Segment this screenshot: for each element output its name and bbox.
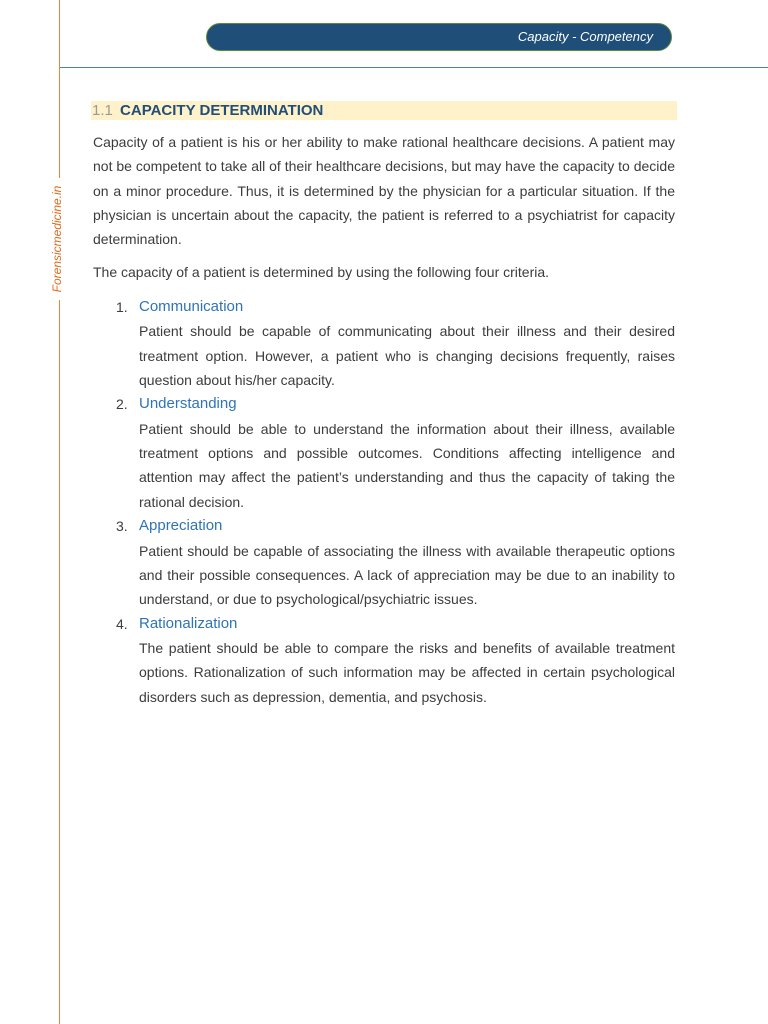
- criteria-item: [93, 514, 675, 611]
- criteria-item-body: Patient should be capable of associating the illness with available therapeutic options and their possible consequences. A lack of appreciation may be due to an inability to understand, or due to psychological/psychiatric issues.: [139, 542, 675, 608]
- criteria-item: [93, 392, 675, 514]
- criteria-item-number: 3.: [116, 518, 128, 535]
- criteria-item-title: Understanding: [139, 395, 237, 413]
- criteria-item-body: The patient should be able to compare the risks and benefits of available treatment options. Rationalization of such information may be affected in certain psychological disorders such as depression, dementia, and psychosis.: [139, 640, 675, 705]
- criteria-list: [93, 295, 675, 709]
- criteria-item-number: 1.: [116, 298, 128, 315]
- criteria-item-body: Patient should be able to understand the information about their illness, available treatment options and possible outcomes. Conditions affecting intelligence and attention may affect the patient’s understanding and thus the capacity of taking the rational decision.: [139, 420, 675, 510]
- header-divider: [60, 67, 768, 68]
- chapter-header-pill: Capacity - Competency: [206, 23, 672, 51]
- section-body: [93, 130, 675, 709]
- intro-paragraph: Capacity of a patient is his or her ability to make rational healthcare decisions. A patient may not be competent to take all of their healthcare decisions, but may have the capacity to decide on a minor procedure. Thus, it is determined by the physician for a particular situation. If the physician is uncertain about the capacity, the patient is referred to a psychiatrist for capacity determination.: [93, 134, 675, 248]
- sidebar-rule: [59, 0, 60, 1024]
- criteria-item: [93, 295, 675, 392]
- criteria-item-body: Patient should be capable of communicating about their illness and their desired treatment option. However, a patient who is changing decisions frequently, raises question about his/her capacity.: [139, 323, 675, 388]
- criteria-lead-paragraph: The capacity of a patient is determined by using the following four criteria.: [93, 264, 550, 281]
- criteria-item-number: 4.: [116, 615, 128, 632]
- section-heading: [91, 101, 677, 120]
- section-number: 1.1: [92, 102, 113, 119]
- section-title: CAPACITY DETERMINATION: [120, 102, 324, 119]
- criteria-item-title: Communication: [139, 297, 244, 315]
- sidebar-site-label: Forensicmedicine.in: [50, 185, 64, 293]
- criteria-item-number: 2.: [116, 396, 128, 413]
- criteria-item-title: Rationalization: [139, 614, 238, 632]
- criteria-item: [93, 612, 675, 709]
- criteria-item-title: Appreciation: [139, 517, 223, 535]
